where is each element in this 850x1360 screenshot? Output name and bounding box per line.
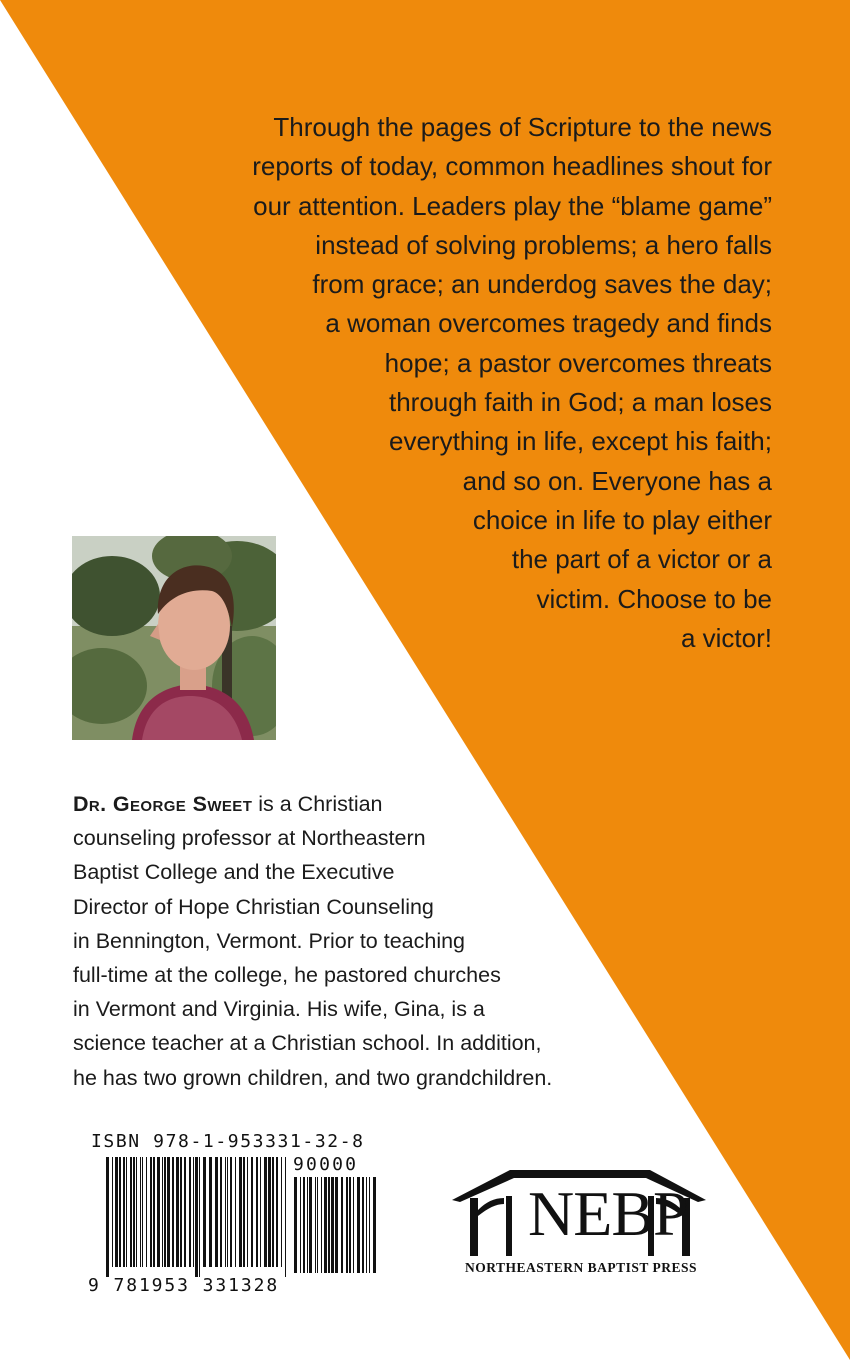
blurb-line: through faith in God; a man loses — [388, 387, 772, 418]
bio-line: in Bennington, Vermont. Prior to teaching — [73, 928, 466, 953]
bio-line: full-time at the college, he pastored churches — [73, 963, 501, 988]
author-portrait-icon — [72, 536, 276, 740]
bio-first-line: is a Christian — [252, 792, 383, 816]
ean-barcode-bars — [106, 1157, 291, 1277]
blurb-line: victim. Choose to be — [536, 583, 772, 614]
ean-digits: 9 781953 331328 — [88, 1275, 280, 1296]
author-name: Dr. George Sweet — [73, 792, 253, 816]
bio-line: Baptist College and the Executive — [73, 860, 395, 885]
blurb-line: hope; a pastor overcomes threats — [384, 347, 772, 378]
addon-barcode-bars — [294, 1177, 376, 1277]
isbn-label: ISBN 978-1-953331-32-8 — [91, 1131, 365, 1152]
publisher-logo — [450, 1168, 710, 1286]
blurb-line: reports of today, common headlines shout for — [252, 151, 772, 182]
isbn-barcode — [88, 1133, 378, 1298]
blurb-line: instead of solving problems; a hero falls — [315, 229, 772, 260]
blurb-line: a woman overcomes tragedy and finds — [325, 308, 772, 339]
blurb-line: the part of a victor or a — [511, 544, 772, 575]
blurb-line: Through the pages of Scripture to the news — [273, 112, 772, 142]
author-bio — [73, 787, 673, 1095]
bio-line: science teacher at a Christian school. In addition, — [73, 1031, 542, 1056]
logo-subtitle: NORTHEASTERN BAPTIST PRESS — [464, 1260, 698, 1275]
bio-line: in Vermont and Virginia. His wife, Gina, is a — [73, 997, 485, 1022]
price-code: 90000 — [293, 1154, 359, 1175]
blurb-line: everything in life, except his faith; — [389, 426, 772, 457]
bio-line: Director of Hope Christian Counseling — [73, 894, 434, 919]
author-photo — [72, 536, 276, 740]
bio-line: counseling professor at Northeastern — [73, 826, 426, 851]
logo-name: NEBP — [528, 1178, 688, 1249]
blurb-line: from grace; an underdog saves the day; — [312, 269, 772, 300]
blurb-line: and so on. Everyone has a — [462, 465, 772, 496]
bio-line: he has two grown children, and two grandchildren. — [73, 1065, 553, 1090]
blurb-line: a victor! — [680, 622, 772, 653]
blurb-line: our attention. Leaders play the “blame game” — [253, 190, 772, 221]
blurb-line: choice in life to play either — [472, 504, 772, 535]
